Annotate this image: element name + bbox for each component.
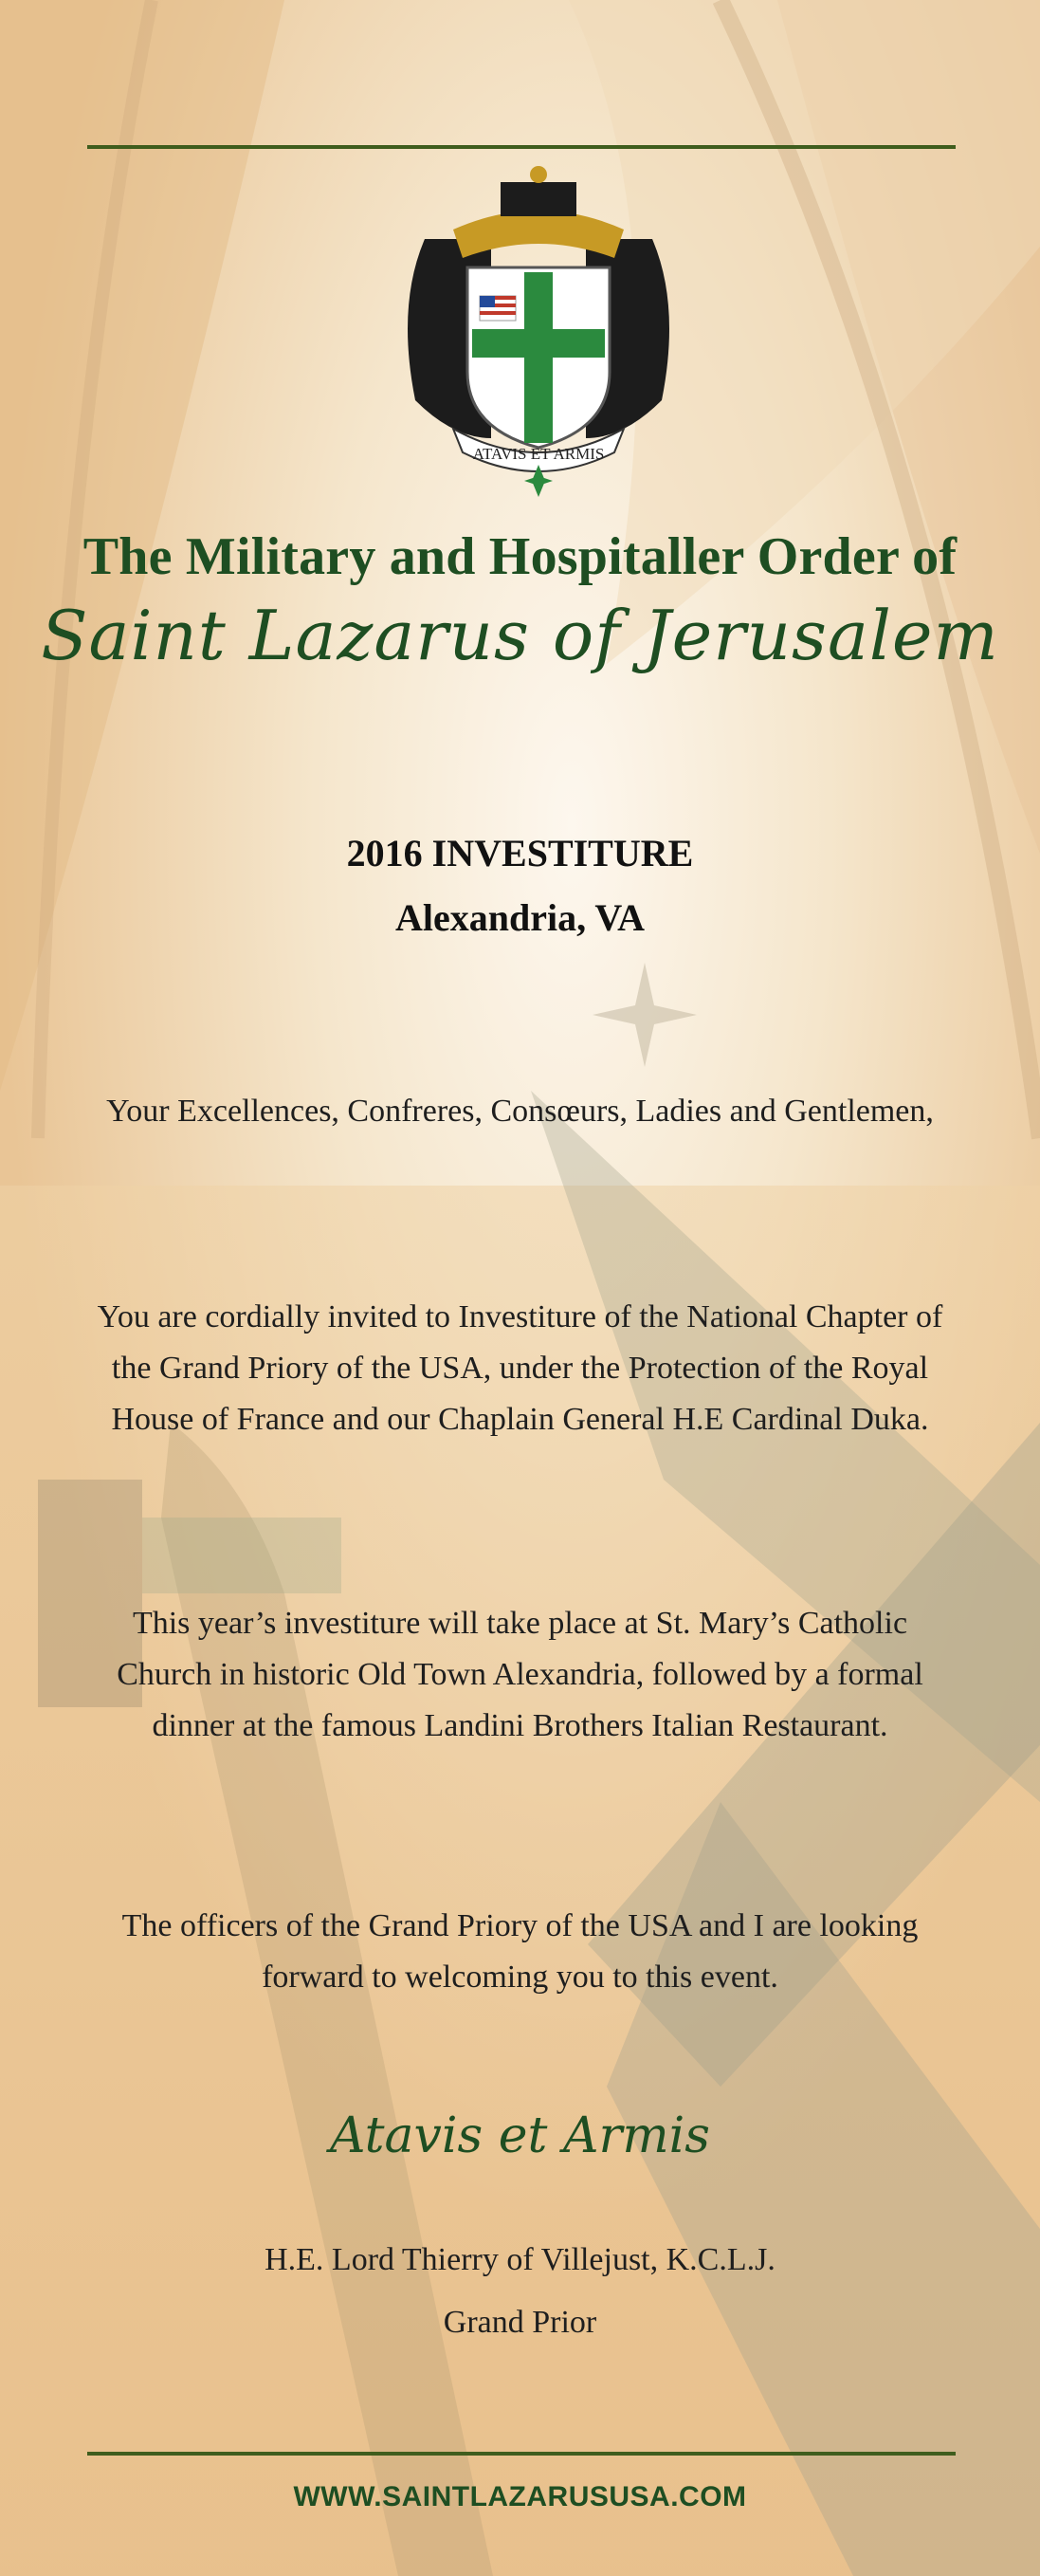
signer-name: H.E. Lord Thierry of Villejust, K.C.L.J. <box>265 2242 775 2277</box>
motto: Atavis et Armis <box>330 2107 710 2164</box>
bottom-divider <box>87 2452 956 2456</box>
event-title: 2016 INVESTITURE <box>346 832 694 874</box>
order-title-line-2: Saint Lazarus of Jerusalem <box>41 596 999 675</box>
event-location: Alexandria, VA <box>394 896 645 939</box>
signer-title: Grand Prior <box>443 2305 597 2340</box>
greeting-paragraph: Your Excellences, Confreres, Consœurs, Ladies and Gentlemen, <box>106 1094 934 1129</box>
order-title-line-1: The Military and Hospitaller Order of <box>82 527 958 586</box>
coat-of-arms-emblem <box>387 154 690 500</box>
invitation-paragraph: You are cordially invited to Investiture of the National Chapter of the Grand Priory of the USA, under the Protection of the Royal House of France and our Chaplain General H.E Cardinal Duka. <box>97 1299 943 1437</box>
crest-motto-text: ATAVIS ET ARMIS <box>472 445 605 463</box>
venue-paragraph: This year’s investiture will take place at St. Mary’s Catholic Church in historic Old Town Alexandria, followed by a formal dinner at the famous Landini Brothers Italian Restaurant. <box>117 1606 923 1743</box>
top-divider <box>87 145 956 149</box>
welcome-paragraph: The officers of the Grand Priory of the USA and I are looking forward to welcoming you to this event. <box>121 1908 919 1995</box>
website-link[interactable]: WWW.SAINTLAZARUSUSA.COM <box>293 2481 747 2512</box>
